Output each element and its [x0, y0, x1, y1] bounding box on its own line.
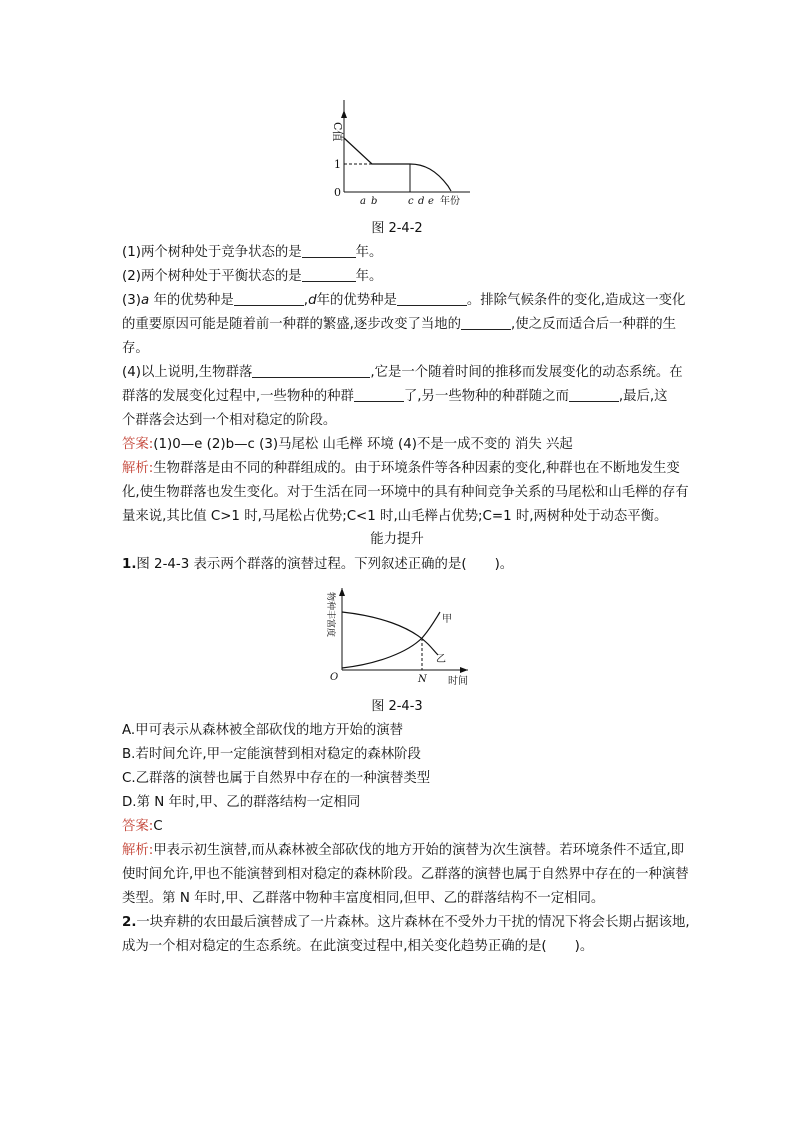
answer-1: 答案:(1)0—e (2)b—c (3)马尾松 山毛榉 环境 (4)不是一成不变的 消失 兴起: [122, 437, 573, 452]
answer-blank: [397, 291, 467, 306]
analysis-label: 解析:: [122, 461, 154, 476]
question-3-line-2: 成为一个相对稳定的生态系统。在此演变过程中,相关变化趋势正确的是( )。: [122, 939, 594, 954]
option-b: B.若时间允许,甲一定能演替到相对稳定的森林阶段: [122, 747, 421, 762]
answer-label: 答案:: [122, 437, 154, 452]
figure-caption-2-4-3: 图 2-4-3: [371, 699, 423, 714]
option-c: C.乙群落的演替也属于自然界中存在的一种演替类型: [122, 771, 431, 786]
y-axis-label: C值: [331, 122, 344, 142]
series-jia-label: 甲: [442, 614, 452, 625]
y-axis-arrow: [341, 110, 347, 118]
figure-2-4-2: [320, 100, 480, 212]
question-3-line-1: 2.一块弃耕的农田最后演替成了一片森林。这片森林在不受外力干扰的情况下将会长期占据该地,: [122, 915, 690, 930]
analysis-label: 解析:: [122, 843, 154, 858]
question-1-3: (3)a 年的优势种是 ,d年的优势种是 。排除气候条件的变化,造成这一变化: [122, 293, 686, 308]
series-yi-curve: [342, 612, 438, 655]
analysis-2-line-2: 使时间允许,甲也不能演替到相对稳定的森林阶段。乙群落的演替也属于自然界中存在的一种演替: [122, 867, 689, 882]
answer-blank: [302, 267, 356, 282]
series-jia-curve: [342, 612, 440, 668]
analysis-1-line-3: 量来说,其比值 C>1 时,马尾松占优势;C<1 时,山毛榉占优势;C=1 时,两树种处于动态平衡。: [122, 509, 668, 524]
analysis-1-line-2: 化,使生物群落也发生变化。对于生活在同一环境中的具有种间竞争关系的马尾松和山毛榉的存有: [122, 485, 689, 500]
question-2-stem: 1.图 2-4-3 表示两个群落的演替过程。下列叙述正确的是( )。: [122, 557, 514, 572]
x-axis-unit: 年份: [440, 196, 460, 207]
y-tick-1: 1: [334, 158, 341, 171]
y-axis-label: 物种丰富度: [325, 592, 335, 638]
x-tick-d: d: [418, 196, 425, 207]
x-axis-unit: 时间: [448, 676, 468, 687]
answer-blank: [234, 291, 304, 306]
answer-blank: [302, 243, 356, 258]
y-tick-0: 0: [334, 186, 341, 199]
figure-caption-2-4-2: 图 2-4-2: [371, 221, 423, 236]
option-a: A.甲可表示从森林被全部砍伐的地方开始的演替: [122, 723, 403, 738]
answer-blank: [252, 363, 370, 378]
figure-2-4-3: [318, 582, 478, 690]
question-1-4-cont: 群落的发展变化过程中,一些物种的种群 了,另一些物种的种群随之而 ,最后,这: [122, 389, 668, 404]
answer-2: 答案:C: [122, 819, 163, 834]
x-tick-c: c: [408, 196, 414, 207]
answer-blank: [461, 315, 511, 330]
x-axis-arrow: [460, 667, 468, 673]
section-title: 能力提升: [370, 532, 424, 547]
question-1-1: (1)两个树种处于竞争状态的是 年。: [122, 245, 383, 260]
x-tick-b: b: [371, 196, 378, 207]
question-1-4: (4)以上说明,生物群落 ,它是一个随着时间的推移而发展变化的动态系统。在: [122, 365, 683, 380]
answer-blank: [569, 387, 619, 402]
question-1-4-end: 个群落会达到一个相对稳定的阶段。: [122, 413, 337, 428]
x-tick-n: N: [418, 674, 427, 685]
answer-blank: [354, 387, 404, 402]
origin-label: O: [330, 672, 339, 683]
question-1-2: (2)两个树种处于平衡状态的是 年。: [122, 269, 383, 284]
y-axis-arrow: [339, 588, 345, 596]
analysis-2-line-3: 类型。第 N 年时,甲、乙群落中物种丰富度相同,但甲、乙的群落结构不一定相同。: [122, 891, 605, 906]
option-d: D.第 N 年时,甲、乙的群落结构一定相同: [122, 795, 361, 810]
series-yi-label: 乙: [436, 654, 446, 665]
analysis-1-line-1: 解析:生物群落是由不同的种群组成的。由于环境条件等各种因素的变化,种群也在不断地发生变: [122, 461, 680, 476]
question-1-3-end: 存。: [122, 341, 149, 356]
question-1-3-cont: 的重要原因可能是随着前一种群的繁盛,逐步改变了当地的 ,使之反而适合后一种群的生: [122, 317, 676, 332]
x-tick-e: e: [428, 196, 434, 207]
x-tick-a: a: [360, 196, 366, 207]
analysis-2-line-1: 解析:甲表示初生演替,而从森林被全部砍伐的地方开始的演替为次生演替。若环境条件不适宜,即: [122, 843, 685, 858]
answer-label: 答案:: [122, 819, 154, 834]
